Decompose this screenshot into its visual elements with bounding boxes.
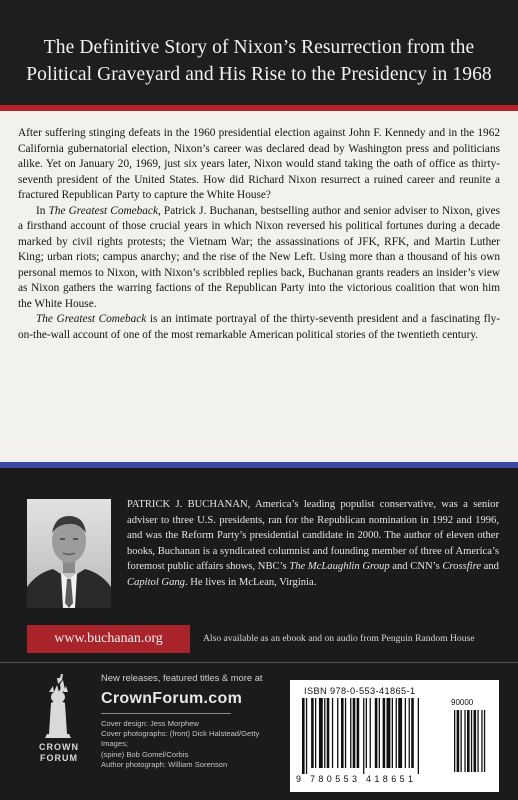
credit-line: Cover photographs: (front) Dick Halstead/Getty Images; (101, 729, 260, 749)
headline-line-1: The Definitive Story of Nixon’s Resurrection from the (43, 37, 475, 58)
author-bio-text (127, 497, 499, 590)
barcode-bar (481, 710, 482, 772)
publisher-divider (101, 713, 231, 714)
barcode-bar (464, 710, 465, 772)
barcode-digit-lead: 9 (296, 774, 302, 784)
barcode-bar (363, 698, 364, 774)
summary-paragraph-1: After suffering stinging defeats in the 1960 presidential election against John F. Kennedy and in the 1962 California gubernatorial election, Nixon’s career was declared dead by Washington press and politicians alike. Yet on January 20, 1969, just six years later, Nixon would stand taking the oath of office as thirty-seventh president of the United States. How did Richard Nixon resurrect a ruined career and reunite a fractured Republican Party to capture the White House? (18, 127, 500, 201)
barcode-bar (302, 698, 305, 774)
summary-panel (0, 111, 518, 462)
summary-p2-body: , Patrick J. Buchanan, bestselling author and senior adviser to Nixon, gives a firsthand account of those crucial years in which Nixon reversed his political fortunes during a decade marked by civil rights protests; the Vietnam War; the assassinations of JFK, RFK, and Martin Luther King; urban riots; campus anarchy; and the rise of the New Left. Using more than a thousand of his own personal memos to Nixon, with Nixon’s scribbled replies back, Buchanan grants readers an insider’s view as Nixon gathers the warring factions of the Republican Party into the victorious coalition that won him the White House. (18, 204, 500, 310)
summary-p3-body: is an intimate portrayal of the thirty-seventh president and a fascinating fly-on-the-wall account of one of the most remarkable American political stories of the twentieth century. (18, 313, 500, 341)
publisher-website-link[interactable]: CrownForum.com (101, 690, 243, 707)
author-website-link[interactable]: www.buchanan.org (27, 625, 190, 653)
logo-text-crown: CROWN (39, 742, 79, 752)
barcode-bar (379, 698, 380, 768)
barcode-bar (411, 698, 414, 768)
barcode-bar (461, 710, 462, 772)
bio-text: and CNN’s (389, 561, 443, 572)
bio-show-title: The McLaughlin Group (289, 561, 390, 572)
barcode-bar (457, 710, 460, 772)
barcode-bar (350, 698, 351, 768)
logo-text-forum: FORUM (40, 753, 78, 763)
bio-text: PATRICK J. BUCHANAN, America’s leading populist conservative, was a senior adviser to three U.S. presidents, ran for the Republican nomination in 1992 and 1996, and was the Reform Party’s presidential candidate in 2000. The author of eleven other books, Buchanan is a syndicated columnist and founding member of three of America’s foremost public affairs shows, NBC’s (127, 499, 499, 572)
top-banner (0, 0, 518, 104)
credit-line: Cover design: Jess Morphew (101, 719, 199, 728)
barcode-bar (327, 698, 330, 768)
bio-show-title: Crossfire (442, 561, 482, 572)
book-summary (18, 126, 500, 343)
book-title: The Greatest Comeback (36, 313, 147, 325)
barcode-bar (477, 710, 478, 772)
barcode-bar (484, 710, 485, 772)
barcode-bar (337, 698, 338, 768)
barcode-bar (366, 698, 367, 768)
statue-of-liberty-icon (27, 672, 91, 764)
barcode-bar (341, 698, 344, 768)
barcode-bar (311, 698, 314, 768)
credit-line: Author photograph: William Sorenson (101, 759, 228, 769)
barcode-bar (418, 698, 419, 774)
publisher-info (101, 671, 281, 770)
barcode-bar (405, 698, 406, 768)
barcode-bar (353, 698, 356, 768)
summary-p2-lead: In (36, 204, 49, 217)
barcode-bar (324, 698, 325, 768)
barcode-bar (357, 698, 360, 768)
publisher-tagline: New releases, featured titles & more at (101, 672, 263, 683)
barcode-bar (398, 698, 402, 768)
summary-paragraph-2 (18, 204, 500, 313)
summary-paragraph-3 (18, 312, 500, 343)
barcode-bar (383, 698, 386, 768)
bio-text: . He lives in McLean, Virginia. (184, 576, 317, 588)
divider (0, 662, 518, 663)
author-portrait-image (27, 499, 111, 608)
bio-text: and (481, 561, 499, 572)
bio-show-title: Capitol Gang (127, 576, 185, 588)
credit-line: (spine) Bob Gomel/Corbis (101, 749, 189, 759)
barcode-bar (474, 710, 477, 772)
barcode-bar (375, 698, 378, 768)
isbn-label: ISBN 978-0-553-41865-1 (304, 686, 416, 696)
author-bio (127, 497, 499, 590)
barcode-digit-group-1: 780553 (310, 774, 361, 784)
book-title: The Greatest Comeback (48, 204, 158, 217)
headline-line-2: Political Graveyard and His Rise to the Presidency in 1968 (26, 64, 492, 85)
barcode-digit-group-2: 418651 (366, 774, 417, 784)
barcode-bar (454, 710, 455, 772)
price-code: 90000 (451, 698, 474, 707)
crown-forum-logo (27, 672, 91, 764)
also-available-note: Also available as an ebook and on audio from Penguin Random House (203, 633, 475, 644)
barcode-bar (409, 698, 410, 768)
lower-section (0, 468, 518, 800)
barcode-bar (306, 698, 307, 774)
barcode-bar (467, 710, 470, 772)
barcode-bar (319, 698, 323, 768)
author-photo (27, 499, 111, 608)
barcode-bar (387, 698, 391, 768)
headline (20, 34, 498, 88)
barcode-bar (396, 698, 397, 768)
barcode-bar (370, 698, 371, 768)
barcode-image (296, 698, 494, 776)
barcode-bar (332, 698, 333, 768)
barcode-box (290, 680, 499, 792)
barcode-bar (392, 698, 393, 768)
barcode-bar (315, 698, 316, 768)
barcode-bar (345, 698, 346, 768)
barcode-bar (471, 710, 472, 772)
